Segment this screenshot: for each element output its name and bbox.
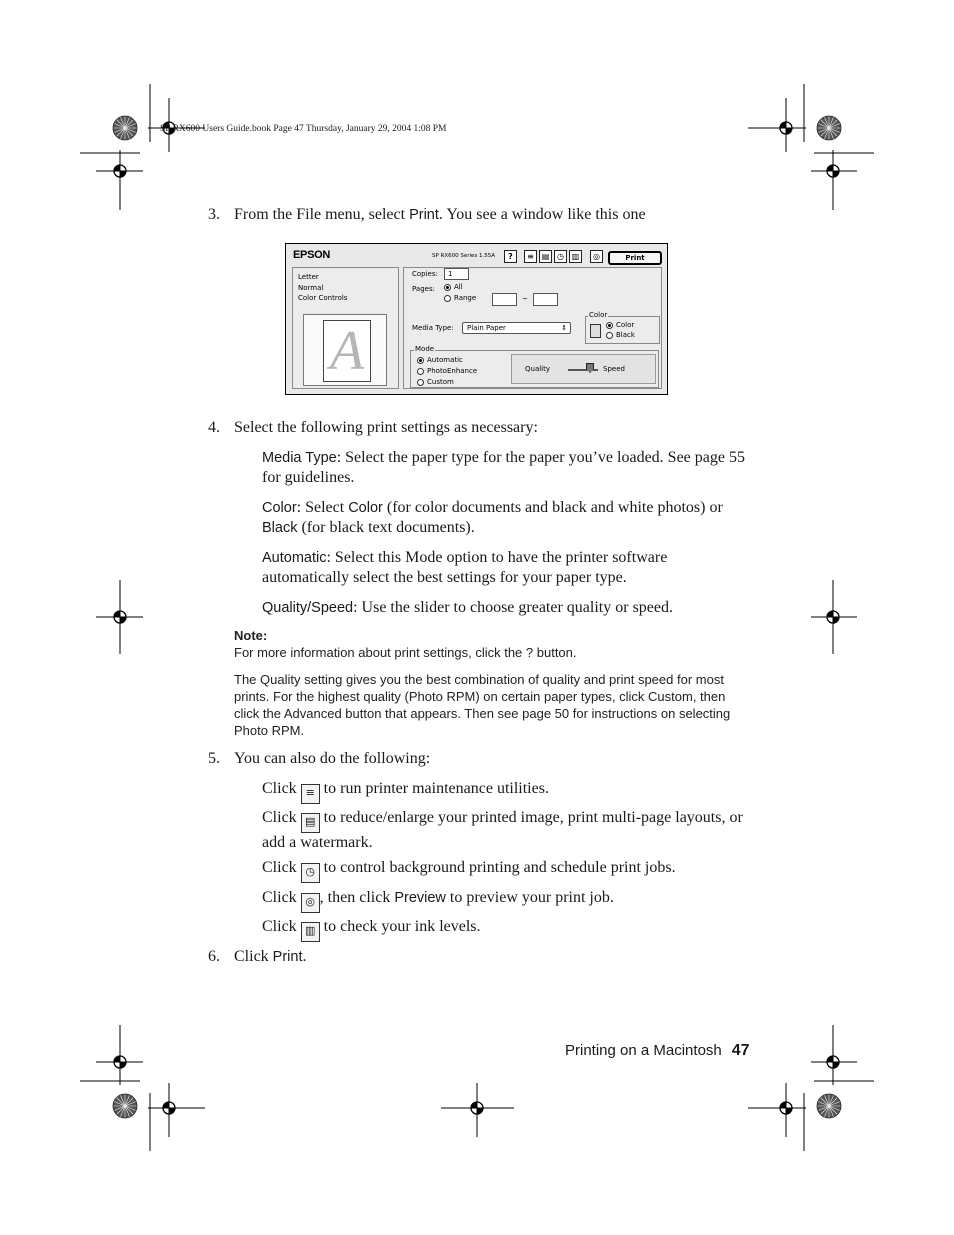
mode-automatic-radio[interactable]: Automatic <box>417 356 463 364</box>
maintenance-icon: ≡ <box>301 784 320 804</box>
print-dialog <box>285 243 668 395</box>
step-number: 6. <box>208 948 220 965</box>
pages-range-radio[interactable]: Range <box>444 294 476 302</box>
mode-custom-radio[interactable]: Custom <box>417 378 454 386</box>
step-number: 5. <box>208 750 220 767</box>
background-instruction: Click ◷ to control background printing and schedule print jobs. <box>262 858 752 883</box>
color-description: Color: Select Color (for color documents and black and white photos) or Black (for black text documents). <box>262 499 723 536</box>
chevron-updown-icon: ⇕ <box>561 324 567 332</box>
page-footer <box>565 1042 750 1060</box>
background-printing-icon[interactable]: ◷ <box>554 250 567 263</box>
mode-group <box>410 345 659 388</box>
epson-logo: EPSON <box>293 249 331 261</box>
media-type-select[interactable] <box>462 322 571 334</box>
note-line-1: For more information about print settings, click the ? button. <box>234 645 577 660</box>
summary-quality: Normal <box>298 283 324 292</box>
quality-label: Quality <box>525 365 551 373</box>
note-heading: Note: <box>234 628 268 643</box>
summary-color: Color Controls <box>298 294 348 302</box>
color-group <box>585 311 660 344</box>
range-from-input[interactable] <box>492 293 517 306</box>
ink-instruction: Click ▥ to check your ink levels. <box>262 917 752 942</box>
step-number: 4. <box>208 419 220 436</box>
settings-panel <box>403 267 662 389</box>
layout-icon: ▤ <box>301 813 320 833</box>
pages-all-radio[interactable]: All <box>444 283 463 291</box>
quality-speed-slider[interactable] <box>586 363 594 373</box>
page-thumbnail <box>323 320 371 382</box>
preview-instruction: Click ◎ , then click Preview to preview your print job. <box>262 888 752 913</box>
layout-icon[interactable]: ▤ <box>539 250 552 263</box>
media-type-description: Media Type: Select the paper type for the paper you’ve loaded. See page 55 for guidelines. <box>262 449 745 486</box>
media-type-value: Plain Paper <box>467 324 506 332</box>
color-group-label: Color <box>589 311 608 319</box>
quality-speed-box <box>511 354 656 384</box>
range-to-input[interactable] <box>533 293 558 306</box>
quality-speed-description: Quality/Speed: Use the slider to choose greater quality or speed. <box>262 599 673 616</box>
page-number: 47 <box>731 1042 750 1059</box>
color-radio[interactable]: Color <box>606 321 634 329</box>
speed-label: Speed <box>603 365 625 373</box>
step-4-text: Select the following print settings as necessary: <box>234 419 538 436</box>
ink-levels-icon: ▥ <box>301 922 320 942</box>
preview-box <box>303 314 387 386</box>
print-button[interactable]: Print <box>608 251 662 265</box>
preview-icon: ◎ <box>301 893 320 913</box>
summary-paper-size: Letter <box>298 273 319 281</box>
driver-version: SP RX600 Series 1.55A <box>432 253 496 259</box>
layout-instruction: Click ▤ to reduce/enlarge your printed image, print multi-page layouts, or add a watermark. <box>262 809 743 851</box>
step-6-text: Click Print. <box>234 948 307 965</box>
ink-levels-icon[interactable]: ▥ <box>569 250 582 263</box>
keyword-print: Print <box>409 207 439 223</box>
preview-icon[interactable]: ◎ <box>590 250 603 263</box>
help-button[interactable]: ? <box>504 250 517 263</box>
step-number: 3. <box>208 206 220 223</box>
section-title: Printing on a Macintosh <box>565 1042 722 1059</box>
pages-label: Pages: <box>412 285 435 293</box>
mode-group-label: Mode <box>415 345 435 353</box>
copies-label: Copies: <box>412 270 438 278</box>
ink-cartridge-icon <box>590 324 601 338</box>
mode-photoenhance-radio[interactable]: PhotoEnhance <box>417 367 477 375</box>
media-type-label: Media Type: <box>412 324 454 332</box>
step-5-text: You can also do the following: <box>234 750 431 767</box>
copies-input[interactable]: 1 <box>444 268 469 280</box>
settings-summary-panel <box>292 267 399 389</box>
maintenance-instruction: Click ≡ to run printer maintenance utilities. <box>262 779 752 804</box>
note-paragraph-2: The Quality setting gives you the best combination of quality and print speed for most prints. For the highest quality (Photo RPM) on certain paper types, click Custom, then click the Advanced button that appears. Then see page 50 for instructions on selecting Photo RPM. <box>234 672 731 738</box>
step-3-text: From the File menu, select Print. You see a window like this one <box>234 206 646 223</box>
range-separator: ~ <box>522 295 528 303</box>
preview-letter: A <box>329 320 365 382</box>
book-slug-line: SP RX600 Users Guide.book Page 47 Thursday, January 29, 2004 1:08 PM <box>160 124 447 134</box>
background-printing-icon: ◷ <box>301 863 320 883</box>
maintenance-icon[interactable]: ≡ <box>524 250 537 263</box>
automatic-description: Automatic: Select this Mode option to have the printer software automatically select the best settings for your paper type. <box>262 549 668 586</box>
black-radio[interactable]: Black <box>606 331 635 339</box>
